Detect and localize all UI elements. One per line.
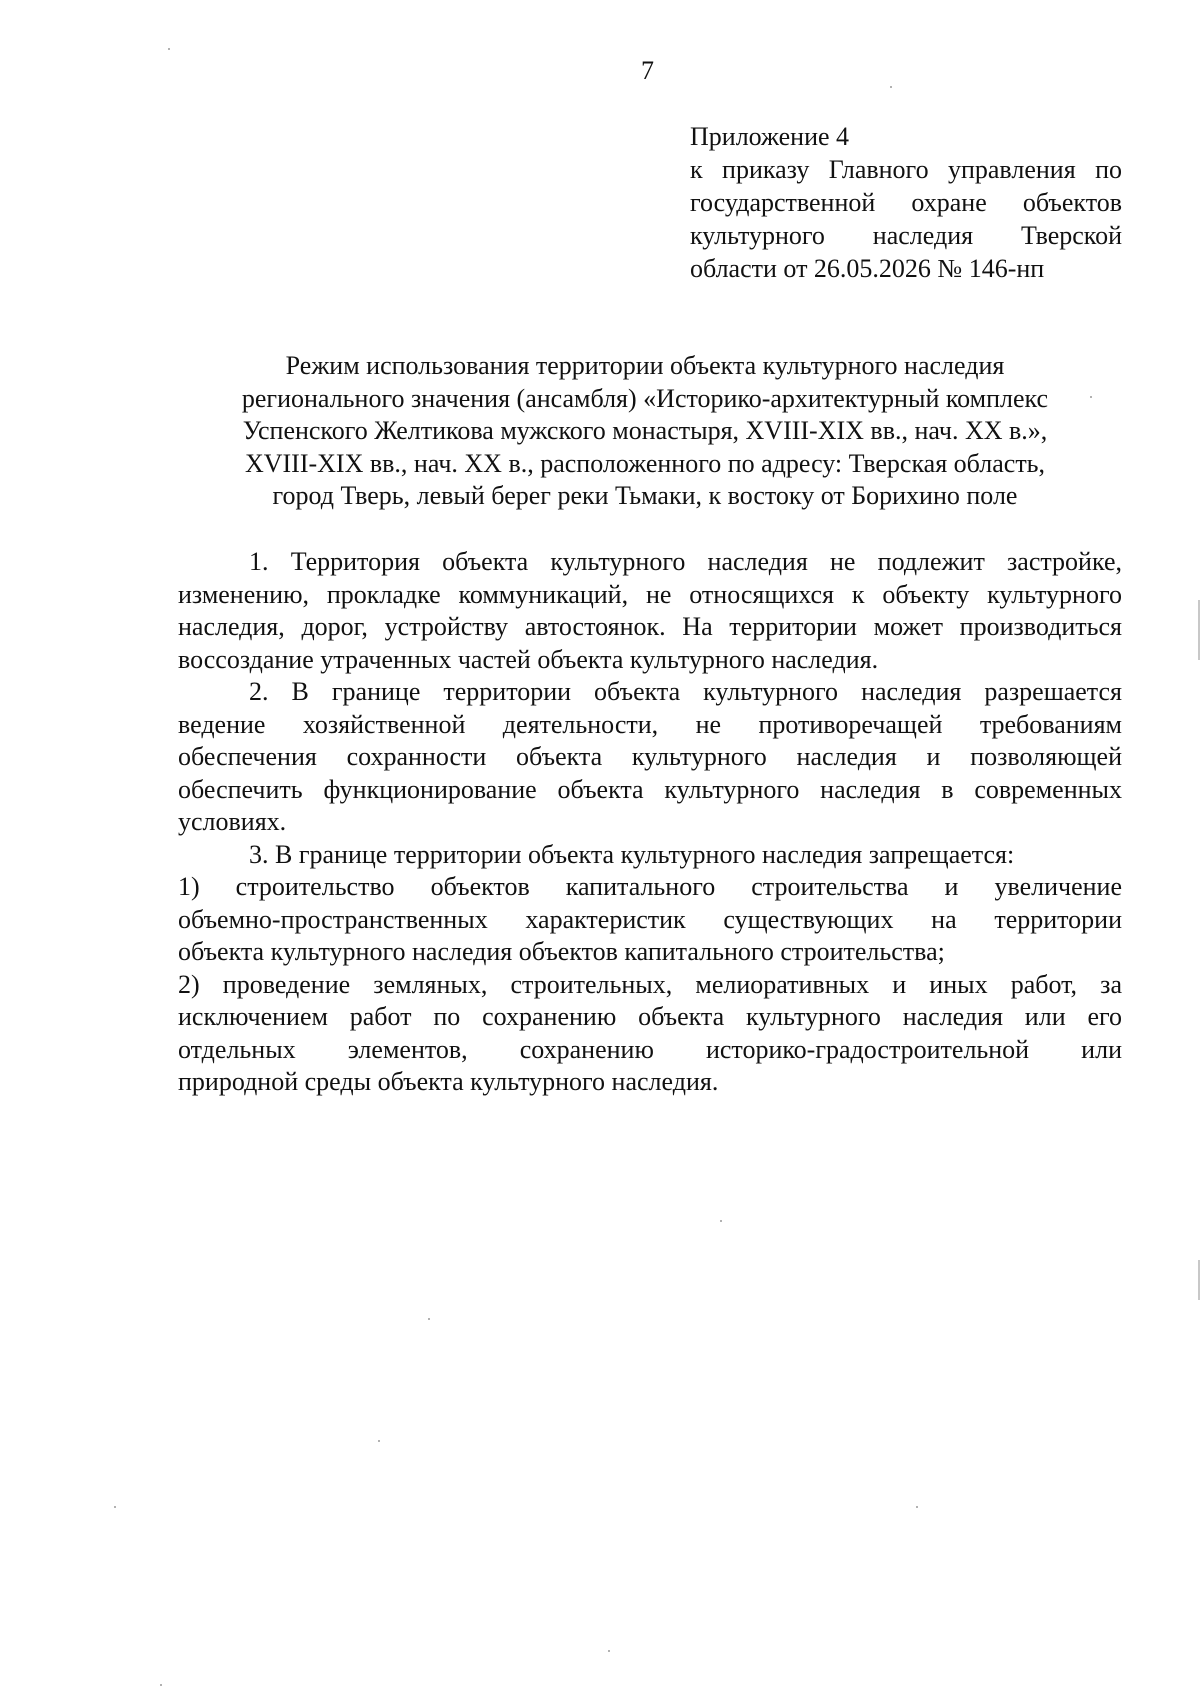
- title-line: регионального значения (ансамбля) «Историко-архитектурный комплекс: [241, 383, 1049, 413]
- paragraph-line: наследия, дорог, устройству автостоянок. На территории может производиться: [178, 612, 1122, 641]
- paragraph-1: [178, 546, 1122, 676]
- document-title: [160, 350, 1130, 513]
- list-item-1: [178, 871, 1122, 969]
- appendix-line: культурного наследия Тверской: [690, 221, 1122, 250]
- scan-speck: [378, 1440, 380, 1442]
- scan-speck: [1090, 396, 1092, 398]
- title-line: город Тверь, левый берег реки Тьмаки, к востоку от Борихино поле: [272, 481, 1018, 510]
- paragraph-line: 3. В границе территории объекта культурного наследия запрещается:: [249, 839, 1015, 869]
- appendix-title: Приложение 4: [690, 122, 850, 151]
- paragraph-line: воссоздание утраченных частей объекта культурного наследия.: [178, 644, 879, 674]
- appendix-line: государственной охране объектов: [690, 188, 1122, 217]
- paragraph-line: 2) проведение земляных, строительных, мелиоративных и иных работ, за: [178, 969, 1122, 999]
- paragraph-line: обеспечить функционирование объекта культурного наследия в современных: [178, 774, 1122, 804]
- appendix-line: к приказу Главного управления по: [690, 155, 1122, 184]
- paragraph-line: природной среды объекта культурного наследия.: [178, 1067, 719, 1096]
- paragraph-line: обеспечения сохранности объекта культурного наследия и позволяющей: [178, 742, 1122, 771]
- paragraph-line: изменению, прокладке коммуникаций, не относящихся к объекту культурного: [178, 579, 1122, 609]
- scan-speck: [890, 86, 892, 88]
- appendix-line: области от 26.05.2026 № 146-нп: [690, 254, 1045, 283]
- paragraph-3: [178, 839, 1122, 872]
- paragraph-line: 1. Территория объекта культурного наследия не подлежит застройке,: [249, 547, 1122, 576]
- title-line: XVIII-XIX вв., нач. XX в., расположенного по адресу: Тверская область,: [244, 448, 1046, 478]
- title-line: Режим использования территории объекта культурного наследия: [285, 351, 1005, 380]
- list-item-2: [178, 969, 1122, 1099]
- scan-speck: [916, 1506, 918, 1508]
- paragraph-line: 1) строительство объектов капитального строительства и увеличение: [178, 872, 1122, 901]
- paragraph-line: 2. В границе территории объекта культурного наследия разрешается: [249, 677, 1122, 706]
- paragraph-line: ведение хозяйственной деятельности, не противоречащей требованиям: [178, 709, 1122, 739]
- document-body: [178, 546, 1122, 1099]
- title-line: Успенского Желтикова мужского монастыря, XVIII-XIX вв., нач. XX в.»,: [242, 416, 1048, 445]
- scan-speck: [720, 1220, 722, 1222]
- scan-speck: [428, 1318, 430, 1320]
- paragraph-line: объекта культурного наследия объектов капитального строительства;: [178, 937, 945, 966]
- paragraph-line: отдельных элементов, сохранению историко-градостроительной или: [178, 1034, 1122, 1064]
- paragraph-line: условиях.: [178, 807, 287, 836]
- page-number: 7: [641, 56, 654, 85]
- paragraph-line: исключением работ по сохранению объекта культурного наследия или его: [178, 1002, 1122, 1031]
- paragraph-2: [178, 676, 1122, 839]
- scan-speck: [608, 1650, 610, 1652]
- scan-speck: [168, 48, 170, 50]
- appendix-header: [690, 120, 1122, 285]
- paragraph-line: объемно-пространственных характеристик существующих на территории: [178, 904, 1122, 934]
- scan-speck: [114, 1506, 116, 1508]
- scan-speck: [160, 1684, 162, 1686]
